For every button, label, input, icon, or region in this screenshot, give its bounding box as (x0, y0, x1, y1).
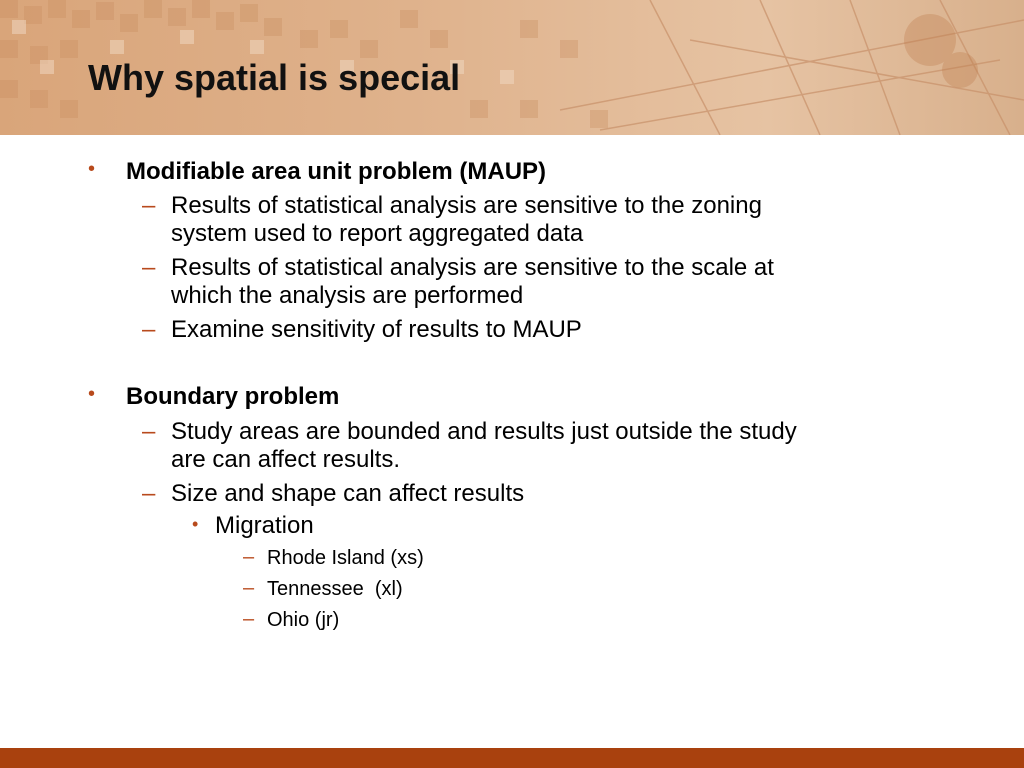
sub-item-tennessee: Tennessee (xl) (267, 578, 403, 600)
bullet-marker: • (88, 158, 96, 180)
sub-item-bounded-line2: are can affect results. (171, 446, 401, 473)
dash-marker: – (243, 546, 255, 568)
dash-marker: – (142, 254, 156, 281)
sub-item-sensitivity: Examine sensitivity of results to MAUP (171, 316, 582, 343)
dash-marker: – (243, 577, 255, 599)
sub-item-rhode-island: Rhode Island (xs) (267, 547, 424, 569)
footer-bar (0, 748, 1024, 768)
sub-item-scale-line1: Results of statistical analysis are sensitive to the scale at (171, 254, 774, 281)
bullet-marker: • (88, 383, 96, 405)
sub-item-zoning-line2: system used to report aggregated data (171, 220, 584, 247)
bullet-maup: Modifiable area unit problem (MAUP) (126, 158, 547, 185)
sub-item-bounded-line1: Study areas are bounded and results just outside the study (171, 418, 797, 445)
sub-item-ohio: Ohio (jr) (267, 609, 340, 631)
bullet-marker: • (192, 514, 199, 534)
sub-item-migration: Migration (215, 512, 314, 539)
bullet-boundary: Boundary problem (126, 383, 340, 410)
title-banner (0, 0, 1024, 135)
dash-marker: – (142, 316, 156, 343)
slide-title: Why spatial is special (88, 57, 461, 98)
dash-marker: – (142, 418, 156, 445)
sub-item-zoning-line1: Results of statistical analysis are sensitive to the zoning (171, 192, 762, 219)
sub-item-size-shape: Size and shape can affect results (171, 480, 525, 507)
dash-marker: – (142, 192, 156, 219)
dash-marker: – (243, 608, 255, 630)
sub-item-scale-line2: which the analysis are performed (171, 282, 524, 309)
dash-marker: – (142, 480, 156, 507)
